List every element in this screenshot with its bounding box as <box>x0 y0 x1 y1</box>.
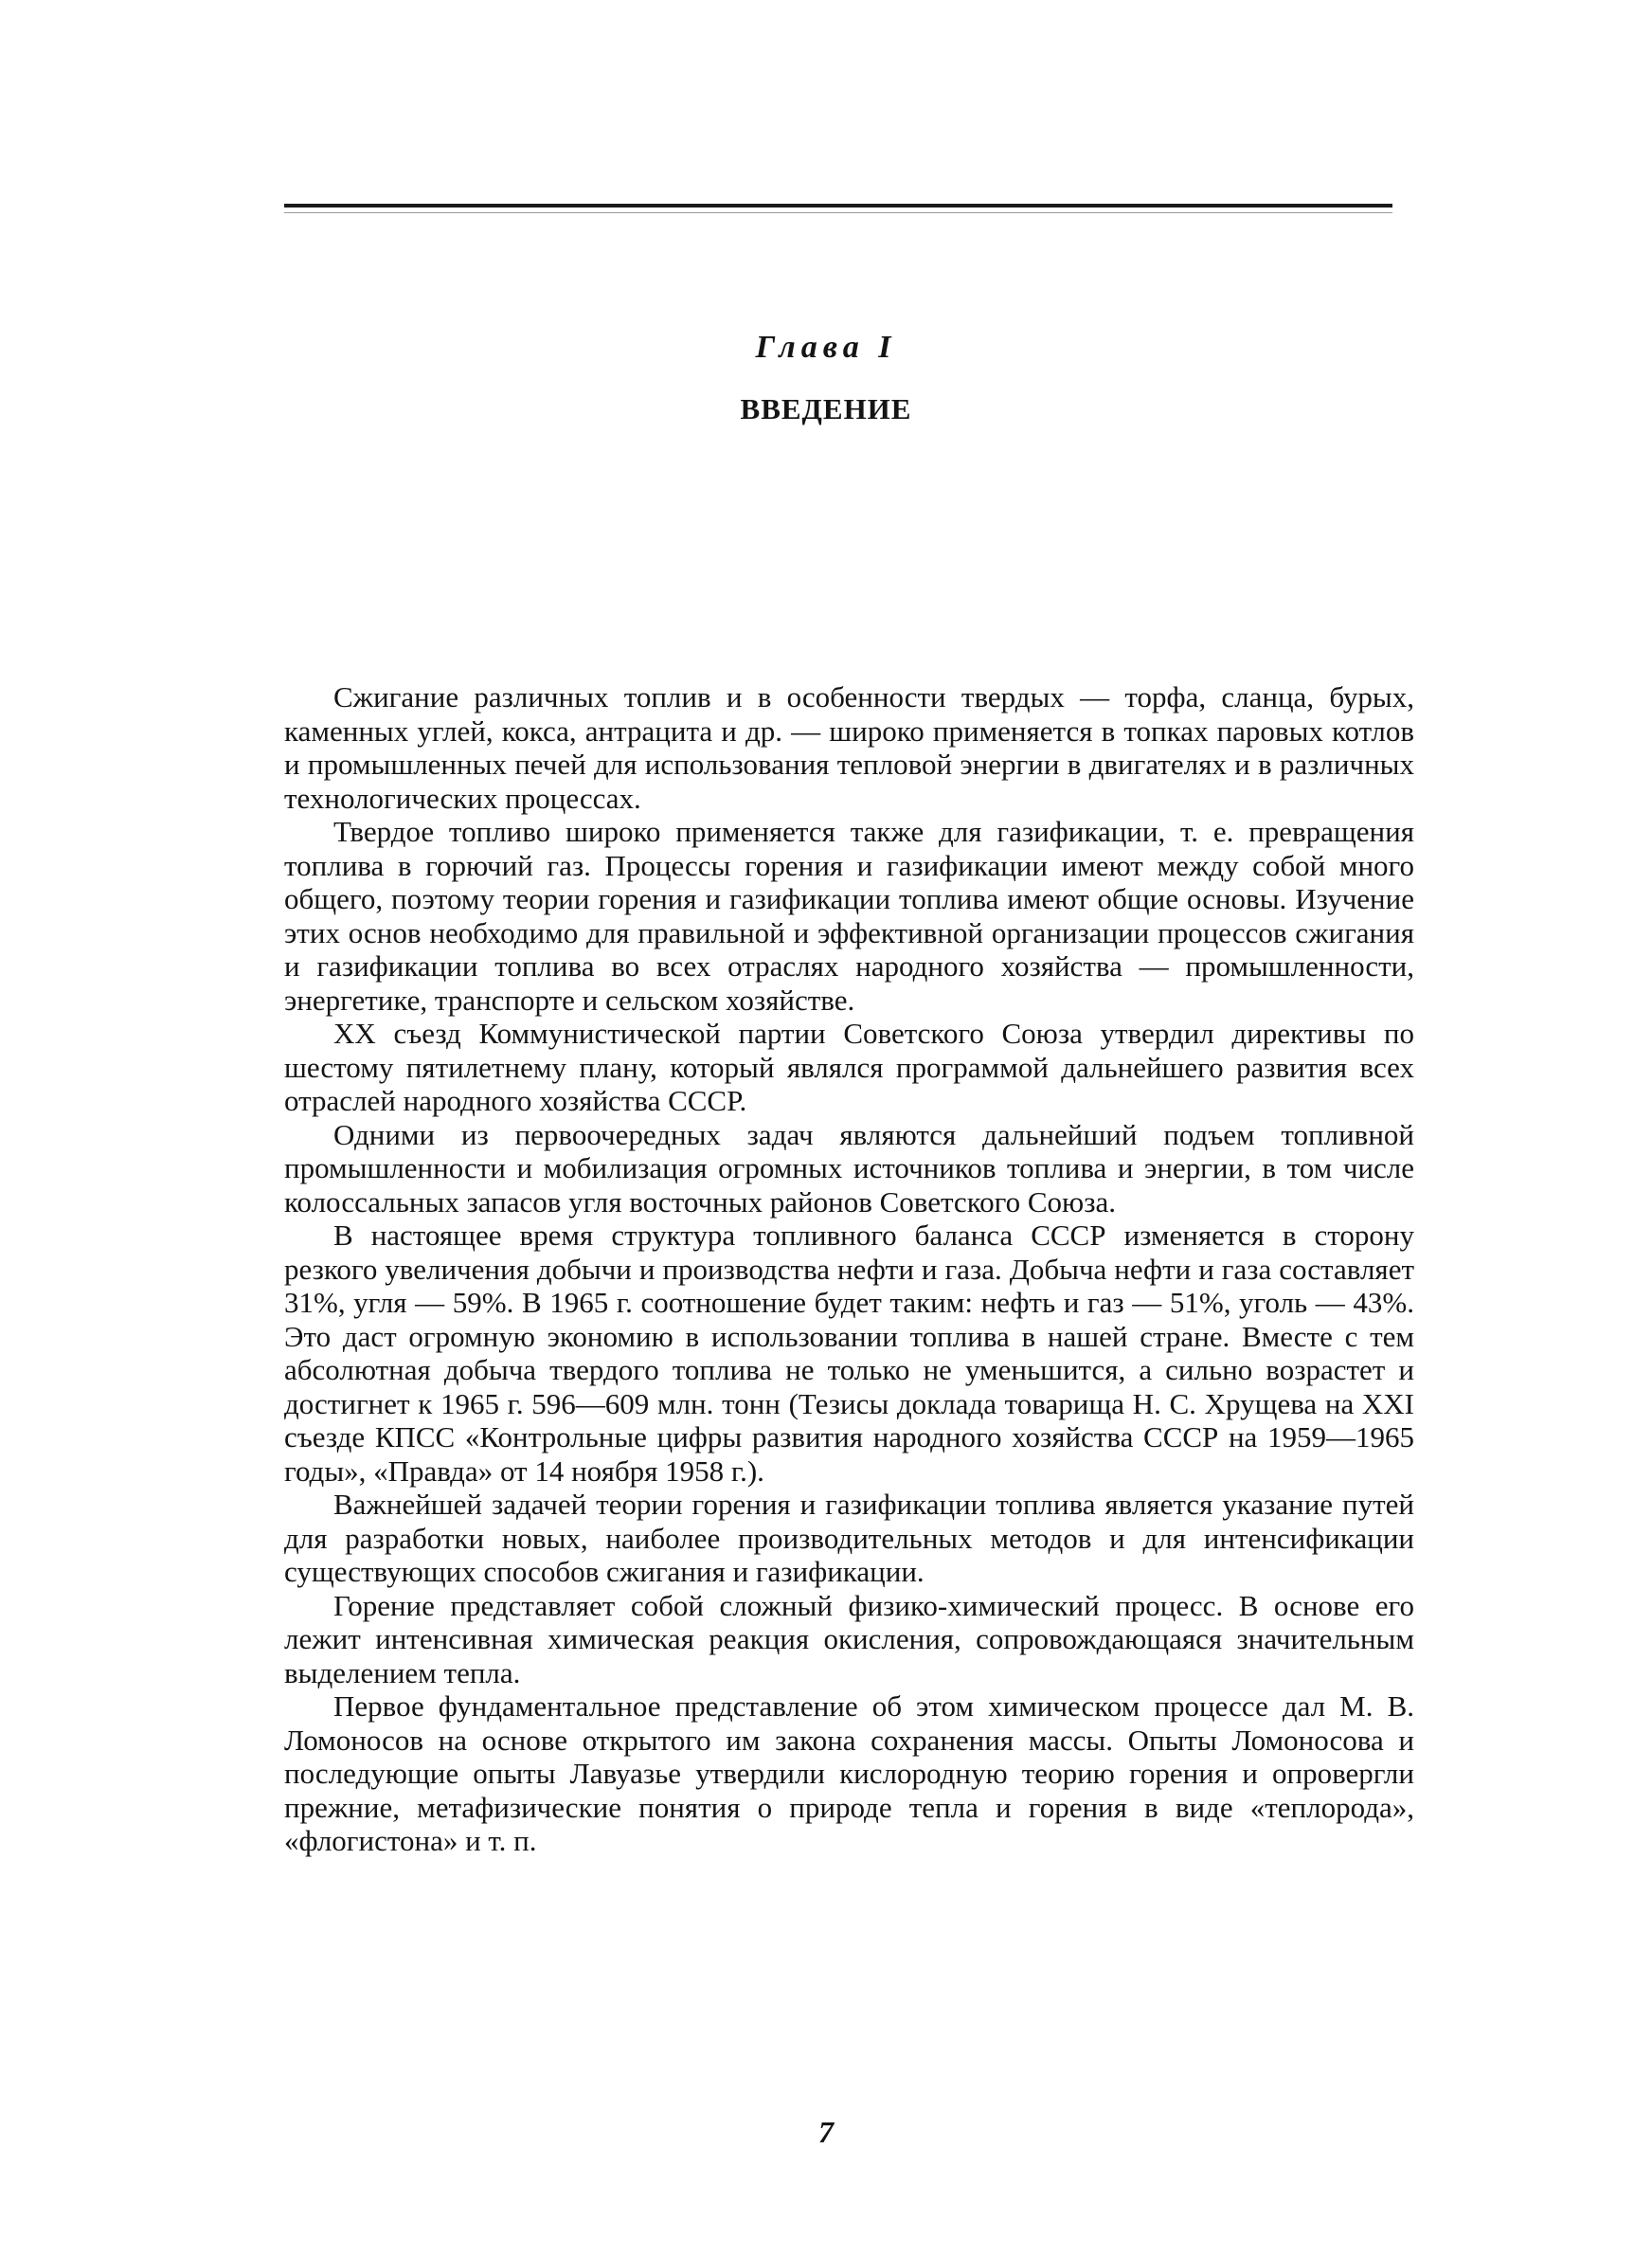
paragraph: Сжигание различных топлив и в особенности твердых — торфа, сланца, бурых, каменных углей, кокса, антрацита и др. — широко применяется в топках паровых котлов и промышленных печей для использования тепловой энергии в двигателях и в различных технологических процессах. <box>284 680 1414 815</box>
paragraph: Первое фундаментальное представление об этом химическом процессе дал М. В. Ломоносов на основе открытого им закона сохранения массы. Опыты Ломоносова и последующие опыты Лавуазье утвердили кислородную теорию горения и опровергли прежние, метафизические понятия о природе тепла и горения в виде «теплорода», «флогистона» и т. п. <box>284 1689 1414 1857</box>
chapter-label: Глава I <box>755 330 897 365</box>
paragraph: В настоящее время структура топливного баланса СССР изменяется в сторону резкого увеличения добычи и производства нефти и газа. Добыча нефти и газа составляет 31%, угля — 59%. В 1965 г. соотношение будет таким: нефть и газ — 51%, уголь — 43%. Это даст огромную экономию в использовании топлива в нашей стране. Вместе с тем абсолютная добыча твердого топлива не только не уменьшится, а сильно возрастет и достигнет к 1965 г. 596—609 млн. тонн (Тезисы доклада товарища Н. С. Хрущева на XXI съезде КПСС «Контрольные цифры развития народного хозяйства СССР на 1959—1965 годы», «Правда» от 14 ноября 1958 г.). <box>284 1219 1414 1488</box>
header-rule-thin <box>284 212 1392 213</box>
chapter-title: ВВЕДЕНИЕ <box>740 392 912 425</box>
paragraph: Важнейшей задачей теории горения и газификации топлива является указание путей для разработки новых, наиболее производительных методов и для интенсификации существующих способов сжигания и газификации. <box>284 1488 1414 1588</box>
body-text <box>284 680 1414 1858</box>
paragraph: Горение представляет собой сложный физико-химический процесс. В основе его лежит интенсивная химическая реакция окисления, сопровождающаяся значительным выделением тепла. <box>284 1588 1414 1689</box>
page-number: 7 <box>818 2115 834 2149</box>
paragraph: Твердое топливо широко применяется также для газификации, т. е. превращения топлива в горючий газ. Процессы горения и газификации имеют между собой много общего, поэтому теории горения и газификации топлива имеют общие основы. Изучение этих основ необходимо для правильной и эффективной организации процессов сжигания и газификации топлива во всех отраслях народного хозяйства — промышленности, энергетике, транспорте и сельском хозяйстве. <box>284 815 1414 1017</box>
paragraph: XX съезд Коммунистической партии Советского Союза утвердил директивы по шестому пятилетнему плану, который являлся программой дальнейшего развития всех отраслей народного хозяйства СССР. <box>284 1017 1414 1117</box>
paragraph: Одними из первоочередных задач являются дальнейший подъем топливной промышленности и мобилизация огромных источников топлива и энергии, в том числе колоссальных запасов угля восточных районов Советского Союза. <box>284 1117 1414 1219</box>
header-rule <box>284 204 1392 208</box>
